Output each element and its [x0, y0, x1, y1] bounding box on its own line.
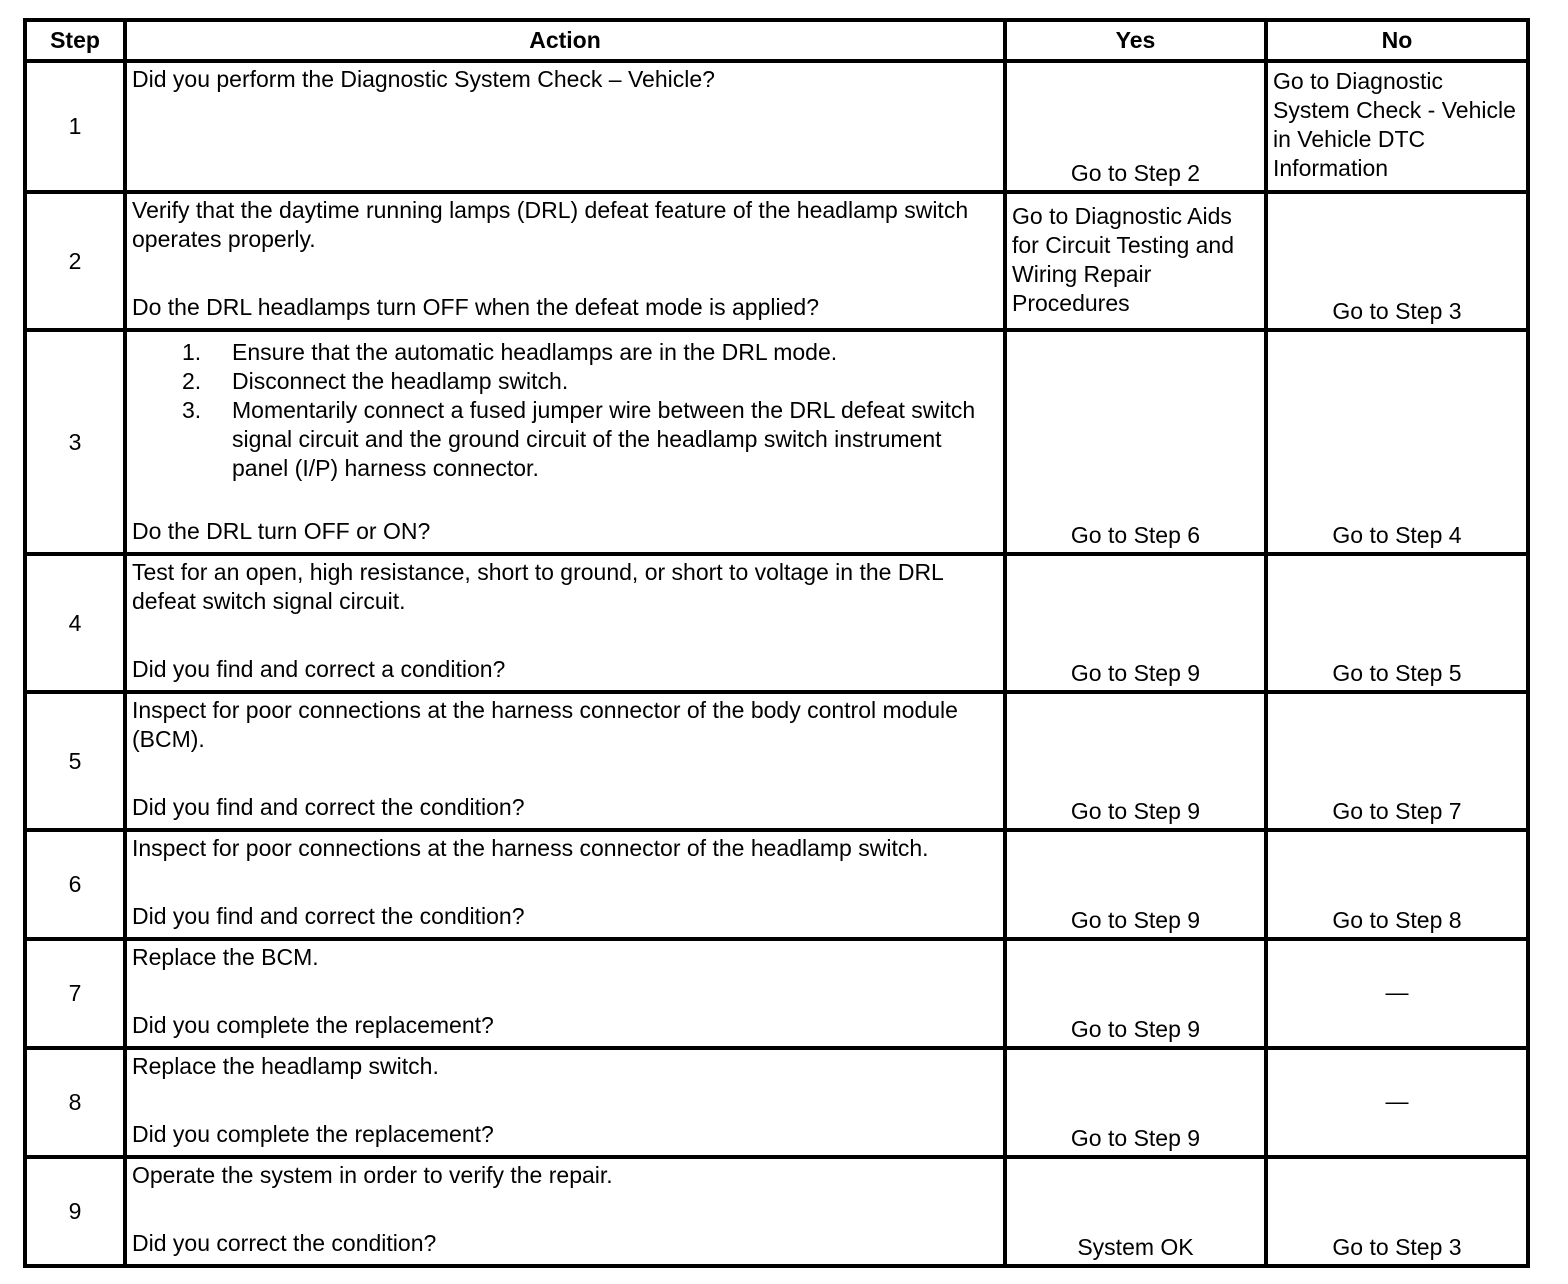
table-row [25, 1157, 1528, 1266]
action-cell [125, 830, 1005, 939]
table-row [25, 830, 1528, 939]
action-text: Inspect for poor connections at the harness connector of the body control module (BCM). [132, 697, 958, 752]
action-cell [125, 61, 1005, 192]
step-number: 3 [25, 330, 125, 554]
table-row [25, 330, 1528, 554]
step-number: 7 [25, 939, 125, 1048]
header-yes: Yes [1005, 20, 1266, 61]
substep-number: 2. [182, 368, 202, 394]
no-cell: Go to Step 5 [1266, 554, 1528, 692]
header-no: No [1266, 20, 1528, 61]
step-number: 8 [25, 1048, 125, 1157]
step-number: 4 [25, 554, 125, 692]
step-number: 9 [25, 1157, 125, 1266]
action-cell [125, 554, 1005, 692]
list-item [182, 338, 999, 367]
yes-cell: Go to Diagnostic Aids for Circuit Testing and Wiring Repair Procedures [1005, 192, 1266, 330]
no-cell: — [1266, 1048, 1528, 1157]
action-question: Did you find and correct the condition? [132, 903, 525, 929]
substep-number: 1. [182, 339, 202, 365]
header-row [25, 20, 1528, 61]
table-row [25, 192, 1528, 330]
substep-text: Disconnect the headlamp switch. [232, 368, 569, 394]
action-cell [125, 330, 1005, 554]
table-row [25, 939, 1528, 1048]
action-text: Replace the BCM. [132, 944, 319, 970]
substep-text: Momentarily connect a fused jumper wire between the DRL defeat switch signal circuit and the ground circuit of the headlamp switch instrument panel (I/P) harness connector. [232, 397, 976, 481]
action-question: Do the DRL headlamps turn OFF when the defeat mode is applied? [132, 294, 819, 320]
step-number: 1 [25, 61, 125, 192]
substep-text: Ensure that the automatic headlamps are in the DRL mode. [232, 339, 838, 365]
table-row [25, 554, 1528, 692]
list-item [182, 396, 999, 483]
action-question: Did you complete the replacement? [132, 1012, 494, 1038]
action-question: Did you correct the condition? [132, 1230, 437, 1256]
substep-list [132, 338, 999, 483]
table-row [25, 692, 1528, 830]
no-cell: Go to Step 3 [1266, 1157, 1528, 1266]
yes-cell: Go to Step 9 [1005, 554, 1266, 692]
action-question: Did you find and correct the condition? [132, 794, 525, 820]
yes-cell: Go to Step 2 [1005, 61, 1266, 192]
action-question: Do the DRL turn OFF or ON? [132, 518, 431, 544]
no-cell: Go to Step 7 [1266, 692, 1528, 830]
yes-cell: Go to Step 9 [1005, 1048, 1266, 1157]
action-text: Test for an open, high resistance, short to ground, or short to voltage in the DRL defeat switch signal circuit. [132, 559, 943, 614]
table-row [25, 61, 1528, 192]
action-cell [125, 1157, 1005, 1266]
action-cell [125, 692, 1005, 830]
action-text: Verify that the daytime running lamps (DRL) defeat feature of the headlamp switch operates properly. [132, 197, 969, 252]
table-row [25, 1048, 1528, 1157]
no-cell: Go to Step 8 [1266, 830, 1528, 939]
action-question: Did you find and correct a condition? [132, 656, 506, 682]
step-number: 5 [25, 692, 125, 830]
action-cell [125, 939, 1005, 1048]
yes-cell: Go to Step 6 [1005, 330, 1266, 554]
yes-cell: Go to Step 9 [1005, 939, 1266, 1048]
no-cell: Go to Step 3 [1266, 192, 1528, 330]
action-cell [125, 1048, 1005, 1157]
action-text: Replace the headlamp switch. [132, 1053, 439, 1079]
header-action: Action [125, 20, 1005, 61]
action-text: Inspect for poor connections at the harness connector of the headlamp switch. [132, 835, 929, 861]
no-cell: Go to Diagnostic System Check - Vehicle in Vehicle DTC Information [1266, 61, 1528, 192]
diagnostic-table [23, 18, 1530, 1268]
substep-number: 3. [182, 397, 202, 423]
step-number: 2 [25, 192, 125, 330]
list-item [182, 367, 999, 396]
no-cell: — [1266, 939, 1528, 1048]
yes-cell: System OK [1005, 1157, 1266, 1266]
header-step: Step [25, 20, 125, 61]
action-text: Did you perform the Diagnostic System Check – Vehicle? [132, 66, 715, 92]
yes-cell: Go to Step 9 [1005, 692, 1266, 830]
no-cell: Go to Step 4 [1266, 330, 1528, 554]
action-question: Did you complete the replacement? [132, 1121, 494, 1147]
action-cell [125, 192, 1005, 330]
yes-cell: Go to Step 9 [1005, 830, 1266, 939]
step-number: 6 [25, 830, 125, 939]
action-text: Operate the system in order to verify the repair. [132, 1162, 613, 1188]
